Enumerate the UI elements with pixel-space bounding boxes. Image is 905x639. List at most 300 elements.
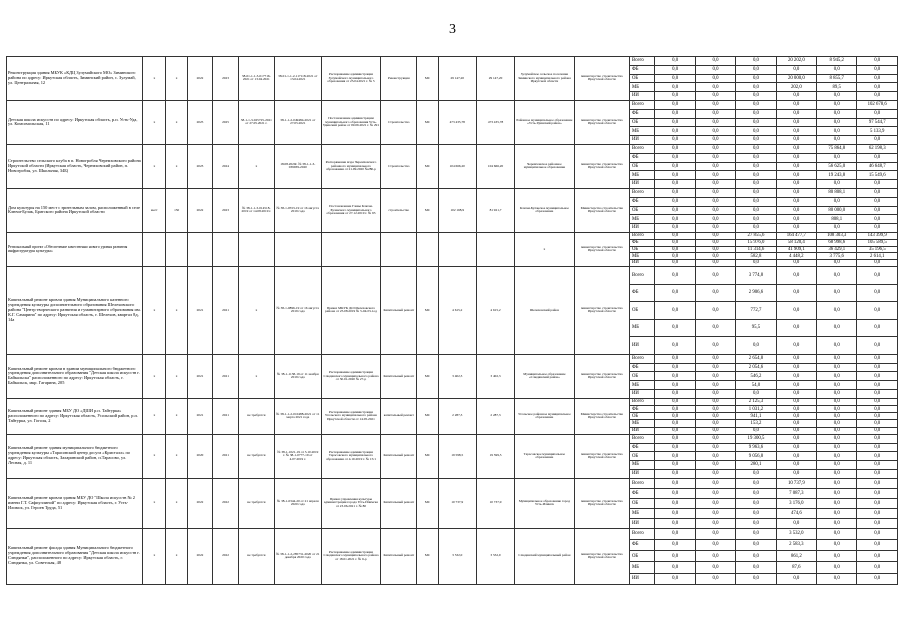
funding-value-cell: 0,0 (695, 266, 735, 284)
funding-value-cell: 0,0 (655, 162, 695, 171)
funding-value-cell: 0,0 (655, 224, 695, 233)
funding-source-cell: ИИ (629, 427, 655, 434)
funding-value-cell: 0,0 (857, 470, 898, 479)
object-c11-cell: 104 666,20 (438, 144, 476, 188)
funding-value-cell: 0,0 (695, 539, 735, 550)
funding-value-cell: 0,0 (776, 381, 816, 390)
funding-source-cell: Всего (629, 354, 655, 363)
funding-value-cell: 0,0 (736, 508, 776, 518)
funding-value-cell: 0,0 (817, 420, 857, 427)
object-c8-cell: Распоряжение администрации Усольского муниципального района Иркутской области от 14.05.2021 (321, 398, 381, 434)
table-row (7, 57, 898, 66)
funding-value-cell: 0,0 (817, 461, 857, 470)
object-c2-cell: мест (143, 188, 166, 232)
object-c12-cell: 81 921,7 (476, 188, 514, 232)
funding-value-cell: 0,0 (655, 488, 695, 498)
funding-value-cell: 0,0 (817, 398, 857, 405)
funding-value-cell: 0,0 (655, 171, 695, 180)
object-c8-cell: Распоряжение администрации Тарасовского муниципального образования от 4.10.2019 г. № 15/1 (321, 434, 381, 478)
funding-value-cell: 54,0 (736, 381, 776, 390)
funding-value-cell: 772,7 (736, 302, 776, 320)
funding-value-cell: 861,2 (776, 551, 816, 562)
funding-value-cell: 0,0 (736, 109, 776, 118)
funding-value-cell: 0,0 (776, 206, 816, 215)
funding-value-cell: 0,0 (817, 319, 857, 337)
funding-value-cell: 102 678,6 (857, 100, 898, 109)
funding-value-cell: 56 625,0 (817, 162, 857, 171)
funding-value-cell: 0,0 (776, 434, 816, 443)
funding-value-cell: 0,0 (736, 153, 776, 162)
funding-value-cell: 0,0 (655, 206, 695, 215)
funding-source-cell: ФБ (629, 406, 655, 413)
object-c9-cell: Реконструкция (381, 57, 417, 101)
object-name-cell: Капитальный ремонт кровли в здании муниципального бюджетного учреждения дополнительного образования "Детская школа искусств г. Байкальска" расположенного по адресу: Иркутская область, г. Байкальск, мкр. Гагарина, 205 (7, 354, 143, 398)
object-c7-cell: № 38-1-1138-19 от 11 ноября 2019 года (274, 354, 321, 398)
object-c3-cell: х (166, 57, 187, 101)
funding-value-cell: 0,0 (736, 100, 776, 109)
funding-source-cell: ФБ (629, 153, 655, 162)
object-c3-cell: х (166, 478, 187, 528)
funding-value-cell: 0,0 (776, 153, 816, 162)
object-c12-cell (476, 232, 514, 266)
object-c8-cell: Распоряжение администрации Слюдянского муниципального района от 30.01.2020 № 27-р (321, 354, 381, 398)
funding-value-cell: 0,0 (695, 372, 735, 381)
funding-value-cell: 0,0 (776, 518, 816, 528)
funding-source-cell: МБ (629, 253, 655, 260)
object-c3-cell: х (166, 398, 187, 434)
object-c11-cell: 102 168,9 (438, 188, 476, 232)
funding-value-cell: 97 544,7 (857, 118, 898, 127)
funding-value-cell: 0,0 (776, 215, 816, 224)
funding-value-cell: 15 976,0 (736, 239, 776, 246)
funding-value-cell: 0,0 (655, 319, 695, 337)
object-c12-cell: 10 737,9 (476, 478, 514, 528)
table-body (7, 57, 898, 585)
object-c10-cell: МС (417, 478, 438, 528)
funding-value-cell: 0,0 (857, 284, 898, 302)
funding-value-cell: 0,0 (857, 224, 898, 233)
object-c12-cell: 104 666,20 (476, 144, 514, 188)
funding-value-cell: 0,0 (776, 92, 816, 101)
funding-value-cell: 0,0 (695, 109, 735, 118)
funding-value-cell: 0,0 (655, 398, 695, 405)
funding-value-cell: 0,0 (695, 427, 735, 434)
funding-value-cell: 0,0 (695, 354, 735, 363)
funding-value-cell: 0,0 (736, 206, 776, 215)
funding-value-cell: 0,0 (776, 319, 816, 337)
funding-value-cell: 0,0 (655, 188, 695, 197)
funding-value-cell: 808,1 (817, 215, 857, 224)
funding-value-cell: 0,0 (655, 452, 695, 461)
funding-value-cell: 0,0 (655, 118, 695, 127)
funding-value-cell: 0,0 (857, 83, 898, 92)
funding-source-cell: ИИ (629, 390, 655, 399)
funding-value-cell: 0,0 (817, 266, 857, 284)
funding-value-cell: 0,0 (857, 206, 898, 215)
funding-value-cell: 0,0 (857, 372, 898, 381)
funding-value-cell: 0,0 (857, 488, 898, 498)
object-c9-cell: Капитальный ремонт (381, 528, 417, 584)
funding-value-cell: 0,0 (857, 337, 898, 355)
object-c4-cell: 2022 (187, 478, 213, 528)
object-c10-cell: МС (417, 100, 438, 144)
funding-source-cell: ИИ (629, 136, 655, 145)
page-number: 3 (449, 22, 456, 37)
funding-value-cell: 0,0 (857, 197, 898, 206)
object-c12-cell: 3 402,3 (476, 354, 514, 398)
funding-source-cell: ФБ (629, 284, 655, 302)
funding-value-cell: 0,0 (817, 153, 857, 162)
funding-value-cell: 0,0 (695, 74, 735, 83)
funding-value-cell: 0,0 (776, 180, 816, 189)
funding-value-cell: 0,0 (655, 508, 695, 518)
object-c4-cell: 2022 (187, 528, 213, 584)
object-c5-cell: 2021 (213, 434, 239, 478)
object-c3-cell: х (166, 434, 187, 478)
funding-value-cell: 89,5 (817, 83, 857, 92)
funding-value-cell: 0,0 (776, 171, 816, 180)
funding-value-cell: 0,0 (776, 197, 816, 206)
funding-value-cell: 0,0 (655, 498, 695, 508)
funding-value-cell: 0,0 (736, 127, 776, 136)
object-c8-cell: Постановление Главы Ключи-Булакского муниципального образования от 27.12.2019 г. № 93 (321, 188, 381, 232)
object-c14-cell: Министерство строительства Иркутской области (574, 398, 629, 434)
funding-value-cell: 0,0 (655, 215, 695, 224)
funding-value-cell: 0,0 (655, 470, 695, 479)
funding-source-cell: МБ (629, 127, 655, 136)
funding-value-cell: 0,0 (736, 74, 776, 83)
object-c2-cell: х (143, 144, 166, 188)
object-c11-cell: 29 147,20 (438, 57, 476, 101)
funding-value-cell: 0,0 (857, 551, 898, 562)
object-c7-cell: № 38-1-0896-19 от 16 августа 2019 года (274, 266, 321, 354)
table-row (7, 528, 898, 539)
funding-value-cell: 0,0 (817, 562, 857, 573)
object-c6-cell: х (238, 354, 274, 398)
funding-value-cell: 0,0 (776, 398, 816, 405)
object-name-cell: Капитальный ремонт здания МБУ ДО «ДШИ р.п. Тайтурка» расположенного по адресу: Иркутская область, Усольский район, р.п. Тайтурка, ул. Гоголя, 2 (7, 398, 143, 434)
object-c13-cell: Черемховское районное муниципальное образование (515, 144, 575, 188)
object-c8-cell: Распоряжение администрации Зулумайского муниципального образования от 23.04.2021 г. № 5 (321, 57, 381, 101)
object-c9-cell: капитальный ремонт (381, 398, 417, 434)
funding-value-cell: 0,0 (857, 57, 898, 66)
object-c7-cell: № 38-1-1021-19 от 3.10.2019 г. № 38-1-0777-19 от 4.07.2019 г. (274, 434, 321, 478)
funding-value-cell: 0,0 (655, 284, 695, 302)
funding-value-cell: 0,0 (695, 551, 735, 562)
funding-value-cell: 0,0 (736, 488, 776, 498)
object-c12-cell: 29 147,20 (476, 57, 514, 101)
funding-value-cell: 0,0 (695, 246, 735, 253)
funding-value-cell: 0,0 (857, 65, 898, 74)
funding-value-cell: 35 196,5 (857, 246, 898, 253)
funding-value-cell: 0,0 (857, 74, 898, 83)
funding-value-cell: 0,0 (655, 528, 695, 539)
funding-value-cell: 75 864,8 (817, 144, 857, 153)
funding-source-cell: ФБ (629, 539, 655, 550)
funding-source-cell: ИИ (629, 337, 655, 355)
funding-source-cell: МБ (629, 508, 655, 518)
funding-value-cell: 0,0 (857, 461, 898, 470)
object-name-cell: Строительство сельского клуба в п. Новогробля Черемховского района Иркутской области (Иркутская область, Черемховский район, п. Новогробля, ул. Школьная, 34Б) (7, 144, 143, 188)
funding-value-cell: 58 120,4 (776, 239, 816, 246)
object-c10-cell: МС (417, 144, 438, 188)
funding-value-cell: 0,0 (776, 127, 816, 136)
funding-value-cell: 0,0 (695, 118, 735, 127)
funding-value-cell: 0,0 (857, 390, 898, 399)
object-c13-cell: Усольское районное муниципальное образование (515, 398, 575, 434)
funding-value-cell: 0,0 (695, 144, 735, 153)
funding-value-cell: 0,0 (857, 573, 898, 584)
funding-value-cell: 582,8 (736, 253, 776, 260)
funding-source-cell: Всего (629, 398, 655, 405)
object-c9-cell: строительство (381, 188, 417, 232)
funding-value-cell: 0,0 (736, 518, 776, 528)
funding-value-cell: 0,0 (655, 109, 695, 118)
funding-source-cell: ФБ (629, 363, 655, 372)
funding-value-cell: 0,0 (655, 354, 695, 363)
funding-value-cell: 0,0 (776, 188, 816, 197)
object-c13-cell: Муниципальное образование город Усть-Илимск (515, 478, 575, 528)
table-row (7, 232, 898, 239)
object-c8-cell: Распоряжение мэра Черемховского районного муниципального образования от 21.09.2020 №280-р (321, 144, 381, 188)
object-c6-cell: не требуется (238, 528, 274, 584)
funding-value-cell: 11 314,6 (736, 246, 776, 253)
funding-value-cell: 0,0 (817, 127, 857, 136)
object-c7-cell: 18.08.2020г. № 38-1-1-3-039939-2020 (274, 144, 321, 188)
object-c13-cell: Ключи-Булакское муниципальное образование (515, 188, 575, 232)
funding-value-cell: 0,0 (736, 118, 776, 127)
funding-value-cell: 0,0 (736, 337, 776, 355)
funding-value-cell: 0,0 (695, 215, 735, 224)
funding-value-cell: 0,0 (736, 57, 776, 66)
funding-source-cell: Всего (629, 100, 655, 109)
funding-value-cell: 0,0 (857, 363, 898, 372)
funding-source-cell: ОБ (629, 452, 655, 461)
funding-value-cell: 0,0 (655, 232, 695, 239)
object-c13-cell: Зулумайское сельское поселение Зиминского муниципального района Иркутской области (515, 57, 575, 101)
object-c14-cell: министерство строительства Иркутской области (574, 354, 629, 398)
funding-value-cell: 0,0 (857, 260, 898, 267)
funding-value-cell: 0,0 (695, 470, 735, 479)
funding-value-cell: 0,0 (776, 65, 816, 74)
funding-value-cell: 0,0 (817, 478, 857, 488)
object-c12-cell: 4 615,2 (476, 266, 514, 354)
funding-value-cell: 0,0 (695, 381, 735, 390)
funding-value-cell: 4 448,2 (776, 253, 816, 260)
object-c4-cell: 2022 (187, 57, 213, 101)
funding-source-cell: МБ (629, 562, 655, 573)
funding-value-cell: 0,0 (817, 354, 857, 363)
funding-value-cell: 0,0 (695, 188, 735, 197)
funding-value-cell: 164 477,7 (776, 232, 816, 239)
object-c5-cell (213, 232, 239, 266)
object-c13-cell: Слюдянский муниципальный район (515, 528, 575, 584)
funding-value-cell: 95,5 (736, 319, 776, 337)
funding-value-cell: 0,0 (695, 57, 735, 66)
funding-value-cell: 0,0 (695, 224, 735, 233)
funding-source-cell: ОБ (629, 413, 655, 420)
object-name-cell: Детская школа искусств по адресу: Иркутская область, р.п. Усть-Уда, ул. Комсомольская, 11 (7, 100, 143, 144)
object-c4-cell: 2023 (187, 144, 213, 188)
funding-value-cell: 0,0 (817, 528, 857, 539)
funding-value-cell: 105 589,5 (857, 239, 898, 246)
object-c4-cell: 2021 (187, 266, 213, 354)
funding-value-cell: 0,0 (695, 413, 735, 420)
object-c13-cell: Шелеховский район (515, 266, 575, 354)
object-c14-cell: министерство строительства Иркутской области (574, 266, 629, 354)
object-c14-cell: министерство строительства Иркутской области (574, 144, 629, 188)
object-c14-cell: министерство строительства Иркутской области (574, 434, 629, 478)
funding-value-cell: 0,0 (857, 406, 898, 413)
table-row (7, 100, 898, 109)
object-c10-cell: МС (417, 528, 438, 584)
object-c4-cell: 2025 (187, 100, 213, 144)
funding-value-cell: 0,0 (857, 180, 898, 189)
funding-value-cell: 0,0 (857, 188, 898, 197)
funding-value-cell: 27 855,6 (736, 232, 776, 239)
funding-value-cell: 143 399,9 (857, 232, 898, 239)
funding-value-cell: 0,0 (817, 118, 857, 127)
funding-value-cell: 0,0 (695, 284, 735, 302)
funding-value-cell: 0,0 (817, 381, 857, 390)
funding-value-cell: 0,0 (857, 109, 898, 118)
object-c11-cell: 2 287,3 (438, 398, 476, 434)
object-c2-cell: х (143, 354, 166, 398)
funding-value-cell: 0,0 (655, 57, 695, 66)
funding-value-cell: 0,0 (776, 144, 816, 153)
funding-value-cell: 0,0 (655, 413, 695, 420)
funding-value-cell: 0,0 (817, 180, 857, 189)
object-c11-cell: 3 532,0 (438, 528, 476, 584)
funding-value-cell: 0,0 (695, 434, 735, 443)
funding-value-cell: 108 303,3 (817, 232, 857, 239)
funding-value-cell: 0,0 (736, 188, 776, 197)
table-row (7, 434, 898, 443)
object-c8-cell: Постановление администрации муниципального образования Усть-Удинский район от 09.06.2021 г. № 291 (321, 100, 381, 144)
object-c6-cell: 38-01-1-1-3-017716-2021 от 13.04.2021 (238, 57, 274, 101)
object-c6-cell: не требуется (238, 398, 274, 434)
funding-value-cell: 0,0 (655, 427, 695, 434)
funding-value-cell: 0,0 (776, 470, 816, 479)
object-name-cell: Капитальный ремонт фасада здания Муниципального бюджетного учреждения дополнительного образования "Детская школа искусств г. Слюдянки", расположенного по адресу: Иркутская область, г. Слюдянка, ул. Советская, 48 (7, 528, 143, 584)
object-c9-cell: Строительство (381, 100, 417, 144)
funding-value-cell: 1 031,2 (736, 406, 776, 413)
object-c2-cell: х (143, 266, 166, 354)
funding-value-cell: 0,0 (655, 551, 695, 562)
object-c8-cell: Приказ управления культуры администрации города Усть-Илимска от 23.06.2021 г. № 80 (321, 478, 381, 528)
funding-value-cell: 3 176,0 (776, 498, 816, 508)
funding-value-cell: 0,0 (776, 443, 816, 452)
funding-value-cell: 0,0 (655, 478, 695, 488)
funding-value-cell: 0,0 (655, 260, 695, 267)
object-c6-cell: х (238, 144, 274, 188)
object-name-cell: Реконструкция здания МБУК «КДЦ Зулумайского МО» Зиминского района по адресу: Иркутская область, Зиминский район, с. Зулумай, ул. Центральная, 12 (7, 57, 143, 101)
object-c6-cell: № 38-1-1-3-014518-2019 от 14.08.2019 г. (238, 188, 274, 232)
funding-value-cell: 0,0 (857, 518, 898, 528)
funding-value-cell: 0,0 (817, 406, 857, 413)
object-c10-cell: МС (417, 57, 438, 101)
funding-source-cell: Всего (629, 57, 655, 66)
funding-value-cell: 0,0 (776, 372, 816, 381)
funding-value-cell: 0,0 (857, 302, 898, 320)
funding-value-cell: 0,0 (776, 461, 816, 470)
object-c3-cell: х (166, 100, 187, 144)
funding-value-cell: 0,0 (817, 302, 857, 320)
funding-value-cell: 0,0 (655, 92, 695, 101)
object-c3-cell: х (166, 144, 187, 188)
investment-objects-table (6, 56, 898, 585)
funding-source-cell: ИИ (629, 470, 655, 479)
object-c2-cell (143, 232, 166, 266)
funding-value-cell: 0,0 (695, 260, 735, 267)
funding-value-cell: 0,0 (776, 427, 816, 434)
funding-value-cell: 0,0 (736, 180, 776, 189)
object-c5-cell: 2022 (213, 478, 239, 528)
funding-value-cell: 0,0 (776, 100, 816, 109)
funding-value-cell: 0,0 (736, 224, 776, 233)
funding-value-cell: 0,0 (736, 215, 776, 224)
funding-value-cell: 2 654,8 (736, 354, 776, 363)
funding-value-cell: 0,0 (655, 443, 695, 452)
funding-value-cell: 0,0 (655, 406, 695, 413)
funding-value-cell: 0,0 (736, 197, 776, 206)
funding-value-cell: 19 300,5 (736, 434, 776, 443)
funding-source-cell: ИИ (629, 573, 655, 584)
object-c4-cell (187, 232, 213, 266)
object-c13-cell: Районное муниципальное образование «Усть-Удинский район» (515, 100, 575, 144)
funding-source-cell: МБ (629, 83, 655, 92)
funding-value-cell: 0,0 (776, 266, 816, 284)
funding-value-cell: 0,0 (695, 162, 735, 171)
object-name-cell: Капитальный ремонт кровли здания Муниципального казенного учреждения культуры дополнительного образования Шелеховского района "Центр творческого развития и гуманитарного образования им. К.Г. Самарина" по адресу: Иркутская область, г. Шелехов, квартал 8д, 14а (7, 266, 143, 354)
object-name-cell: Капитальный ремонт здания муниципального бюджетного учреждения культуры «Тарасовский центр досуга «Кристалл» по адресу: Иркутская область, Заларинский район, п.Тарасово, ул. Лесная, д. 11 (7, 434, 143, 478)
funding-source-cell: ФБ (629, 488, 655, 498)
funding-source-cell: ФБ (629, 65, 655, 74)
object-c11-cell: 19 598,5 (438, 434, 476, 478)
funding-value-cell: 0,0 (655, 390, 695, 399)
funding-value-cell: 0,0 (776, 452, 816, 461)
funding-value-cell: 0,0 (695, 239, 735, 246)
object-c10-cell: МС (417, 266, 438, 354)
object-c9-cell: Капитальный ремонт (381, 478, 417, 528)
funding-value-cell: 941,1 (736, 413, 776, 420)
table-row (7, 354, 898, 363)
funding-value-cell: 0,0 (736, 162, 776, 171)
funding-value-cell: 0,0 (857, 427, 898, 434)
object-c11-cell: 3 402,3 (438, 354, 476, 398)
funding-source-cell: ОБ (629, 118, 655, 127)
object-c8-cell (321, 232, 381, 266)
funding-value-cell: 8 945,2 (817, 57, 857, 66)
object-c2-cell: х (143, 478, 166, 528)
funding-value-cell: 20 202,0 (776, 57, 816, 66)
funding-value-cell: 0,0 (857, 539, 898, 550)
funding-value-cell: 0,0 (857, 443, 898, 452)
funding-value-cell: 2 125,3 (736, 398, 776, 405)
funding-value-cell: 0,0 (736, 136, 776, 145)
funding-value-cell: 0,0 (817, 488, 857, 498)
object-c4-cell: 2021 (187, 398, 213, 434)
object-c3-cell: х (166, 528, 187, 584)
object-c5-cell: 2023 (213, 188, 239, 232)
object-c7-cell: № 38-1-1-2-285731-2020 от 21 декабря 2020 года (274, 528, 321, 584)
funding-source-cell: МБ (629, 319, 655, 337)
object-c6-cell (238, 232, 274, 266)
funding-value-cell: 0,0 (736, 260, 776, 267)
funding-value-cell: 41 909,1 (776, 246, 816, 253)
funding-value-cell: 0,0 (857, 478, 898, 488)
funding-value-cell: 0,0 (655, 127, 695, 136)
